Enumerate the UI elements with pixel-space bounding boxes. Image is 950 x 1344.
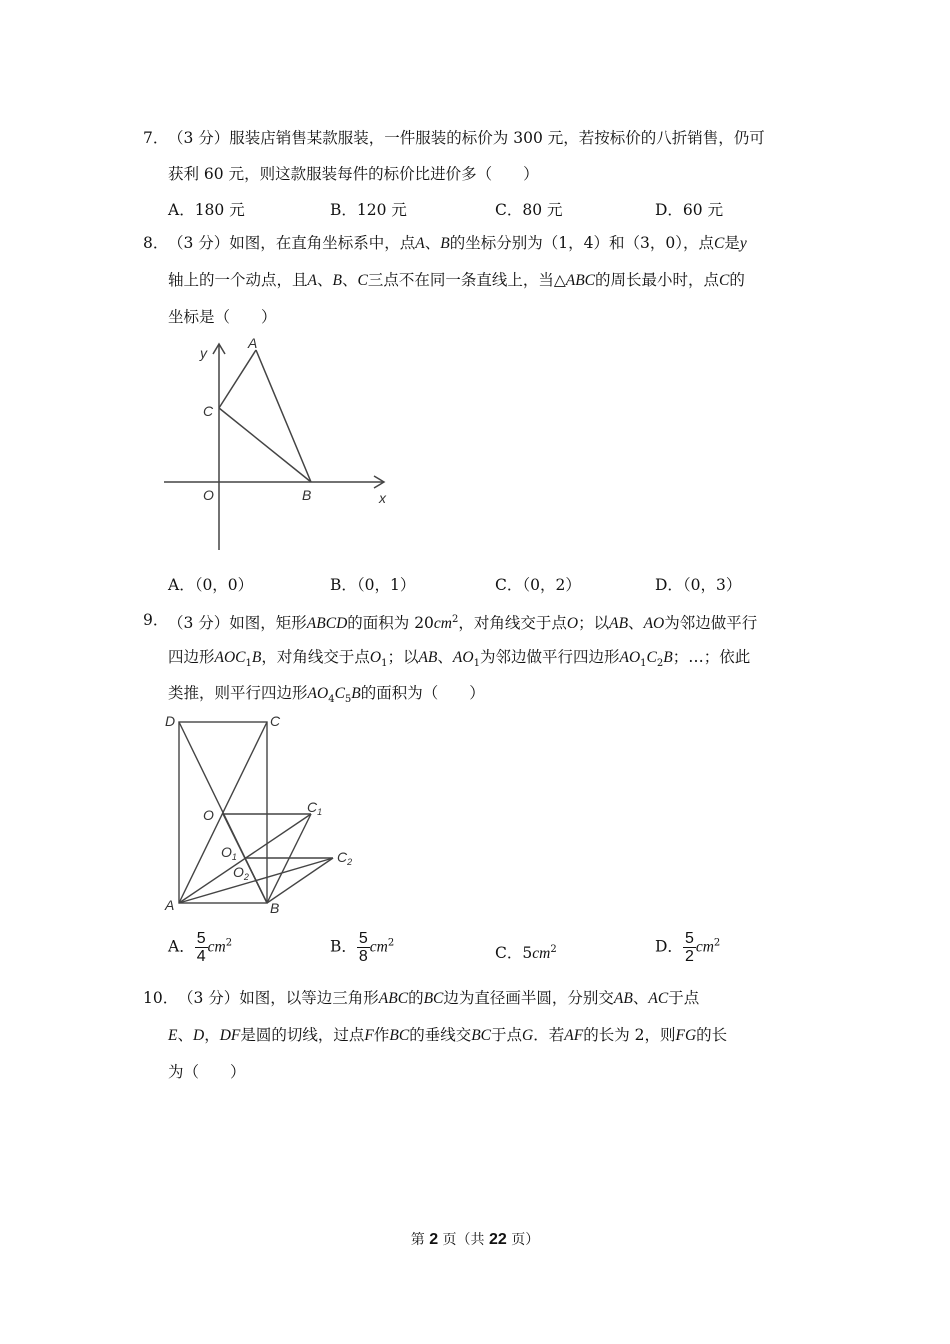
- q8-line-2: 轴上的一个动点，且A、B、C三点不在同一条直线上，当△ABC的周长最小时，点C的: [168, 271, 745, 289]
- segment-ca: [219, 350, 256, 408]
- q9-option-c: C．$5cm^2$: [495, 944, 557, 963]
- q10-line-3: 为（ ）: [168, 1063, 246, 1081]
- q8-coordinate-figure: [160, 338, 400, 553]
- q7-option-a: A．180 元: [168, 201, 245, 219]
- q7-option-b: B．120 元: [330, 201, 407, 219]
- q8-option-d: D．（0，3）: [655, 576, 742, 594]
- label-c: C: [203, 403, 214, 419]
- current-page: 2: [429, 1231, 439, 1248]
- q9-option-a: A． $\frac{5}{4}$ $cm^2$: [168, 930, 233, 965]
- q9-line-2: 四边形$AOC_1B$，对角线交于点$O_1$；以AB、$AO_1$为邻边做平行四边形$AO_1C_2B$；…；依此: [168, 648, 751, 670]
- label-o2: $O_2$: [233, 864, 249, 882]
- q7-option-d: D．60 元: [655, 201, 724, 219]
- label-o: O: [203, 807, 214, 823]
- q8-option-c: C．（0，2）: [495, 576, 581, 594]
- q9-number: 9．: [143, 611, 169, 629]
- q9-option-b: B． $\frac{5}{8}$ $cm^2$: [330, 930, 395, 965]
- q10-line-2: E、D，DF是圆的切线，过点F作BC的垂线交BC于点G．若AF的长为 2，则FG的长: [168, 1026, 728, 1044]
- label-x: x: [379, 490, 386, 506]
- q8-option-b: B．（0，1）: [330, 576, 416, 594]
- label-d: D: [165, 713, 176, 729]
- q7-line-2: 获利 60 元，则这款服装每件的标价比进价多（ ）: [168, 165, 539, 183]
- label-o1: $O_1$: [221, 844, 237, 862]
- q9-option-d: D． $\frac{5}{2}$ $cm^2$: [655, 930, 721, 965]
- label-a: A: [165, 897, 175, 913]
- label-b: B: [302, 487, 312, 503]
- label-c2: $C_2$: [337, 849, 353, 867]
- label-o: O: [203, 487, 214, 503]
- label-c: C: [270, 713, 281, 729]
- q7-number: 7．: [143, 129, 169, 147]
- q7-option-c: C．80 元: [495, 201, 563, 219]
- q9-line-1: （3 分）如图，矩形ABCD的面积为 $20cm^2$，对角线交于点O；以AB、AO为邻边做平行: [168, 614, 758, 633]
- q7-line-1: （3 分）服装店销售某款服装，一件服装的标价为 300 元，若按标价的八折销售，仍可: [168, 129, 765, 147]
- total-pages: 22: [489, 1231, 507, 1248]
- label-c1: $C_1$: [307, 799, 323, 817]
- label-b: B: [270, 900, 280, 916]
- page-footer: 第 2 页（共 22 页）: [410, 1231, 540, 1248]
- segment-ab: [256, 350, 311, 482]
- label-a: A: [248, 338, 258, 351]
- q8-number: 8．: [143, 234, 169, 252]
- q10-number: 10．: [143, 989, 179, 1007]
- q8-line-1: （3 分）如图，在直角坐标系中，点A、B的坐标分别为（1，4）和（3，0），点C是y: [168, 234, 747, 252]
- q10-line-1: （3 分）如图，以等边三角形ABC的BC边为直径画半圆，分别交AB、AC于点: [178, 989, 700, 1007]
- q9-line-3: 类推，则平行四边形$AO_4C_5B$的面积为（ ）: [168, 684, 485, 706]
- label-y: y: [200, 345, 207, 361]
- q9-rectangle-figure: [160, 710, 370, 920]
- segment-c2b: [267, 858, 333, 903]
- q8-line-3: 坐标是（ ）: [168, 308, 277, 326]
- segment-cb: [219, 408, 311, 482]
- q8-option-a: A．（0，0）: [168, 576, 254, 594]
